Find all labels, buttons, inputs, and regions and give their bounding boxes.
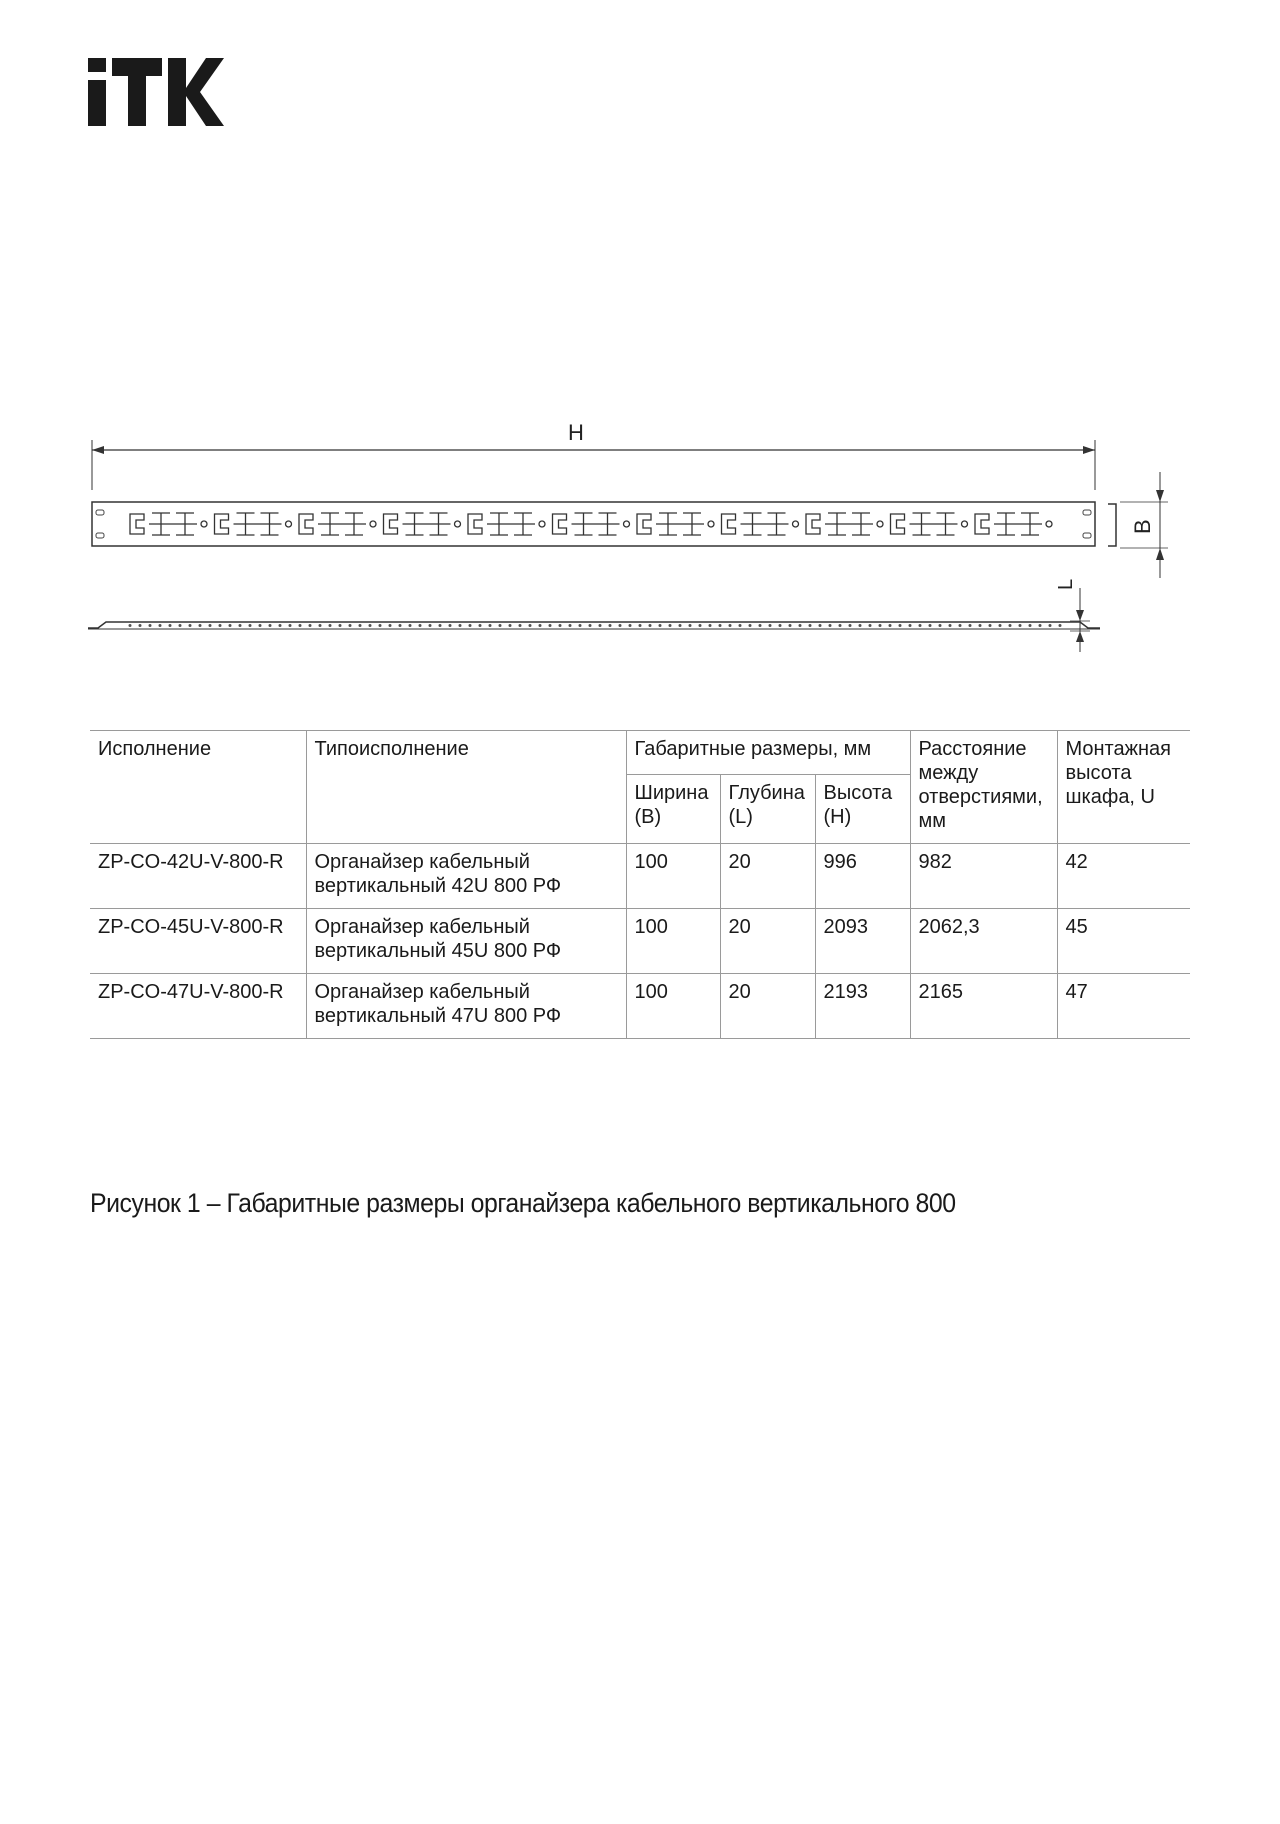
cell-code: ZP-CO-42U-V-800-R xyxy=(90,844,306,909)
cell-name: Органайзер кабельный вертикальный 42U 800 РФ xyxy=(306,844,626,909)
col-header-distance: Расстояние между отверстиями, мм xyxy=(910,731,1057,844)
cell-depth: 20 xyxy=(720,974,815,1039)
dim-b-label: B xyxy=(1130,519,1155,534)
col-header-height: Высота (Н) xyxy=(815,774,910,843)
header-row xyxy=(90,731,1190,775)
col-header-dims-group: Габаритные размеры, мм xyxy=(626,731,910,775)
cell-code: ZP-CO-47U-V-800-R xyxy=(90,974,306,1039)
col-header-width: Ширина (В) xyxy=(626,774,720,843)
technical-drawing xyxy=(60,410,1180,670)
dimension-l xyxy=(1055,579,1090,652)
cell-name: Органайзер кабельный вертикальный 45U 800 РФ xyxy=(306,909,626,974)
table-row xyxy=(90,909,1190,974)
cell-distance: 2062,3 xyxy=(910,909,1057,974)
cell-code: ZP-CO-45U-V-800-R xyxy=(90,909,306,974)
cell-depth: 20 xyxy=(720,909,815,974)
cell-width: 100 xyxy=(626,844,720,909)
col-header-type: Типоисполнение xyxy=(306,731,626,844)
dim-l-label: L xyxy=(1055,578,1077,590)
itk-logo xyxy=(88,58,224,126)
col-header-depth: Глубина (L) xyxy=(720,774,815,843)
organizer-front-view xyxy=(92,502,1095,546)
table-row xyxy=(90,844,1190,909)
dimension-h xyxy=(92,420,1095,490)
cell-mount: 45 xyxy=(1057,909,1190,974)
dim-h-label: H xyxy=(568,420,584,445)
cell-distance: 982 xyxy=(910,844,1057,909)
cell-width: 100 xyxy=(626,909,720,974)
dimension-b xyxy=(1108,472,1168,578)
cell-height: 2193 xyxy=(815,974,910,1039)
col-header-mount: Монтажная высота шкафа, U xyxy=(1057,731,1190,844)
col-header-version: Исполнение xyxy=(90,731,306,844)
cell-mount: 47 xyxy=(1057,974,1190,1039)
cell-width: 100 xyxy=(626,974,720,1039)
cell-height: 996 xyxy=(815,844,910,909)
cell-mount: 42 xyxy=(1057,844,1190,909)
cell-distance: 2165 xyxy=(910,974,1057,1039)
specifications-table xyxy=(90,730,1190,1039)
cell-depth: 20 xyxy=(720,844,815,909)
cell-name: Органайзер кабельный вертикальный 47U 800 РФ xyxy=(306,974,626,1039)
organizer-side-view xyxy=(88,622,1100,629)
cell-height: 2093 xyxy=(815,909,910,974)
figure-caption: Рисунок 1 – Габаритные размеры органайзера кабельного вертикального 800 xyxy=(90,1188,956,1218)
table-row xyxy=(90,974,1190,1039)
